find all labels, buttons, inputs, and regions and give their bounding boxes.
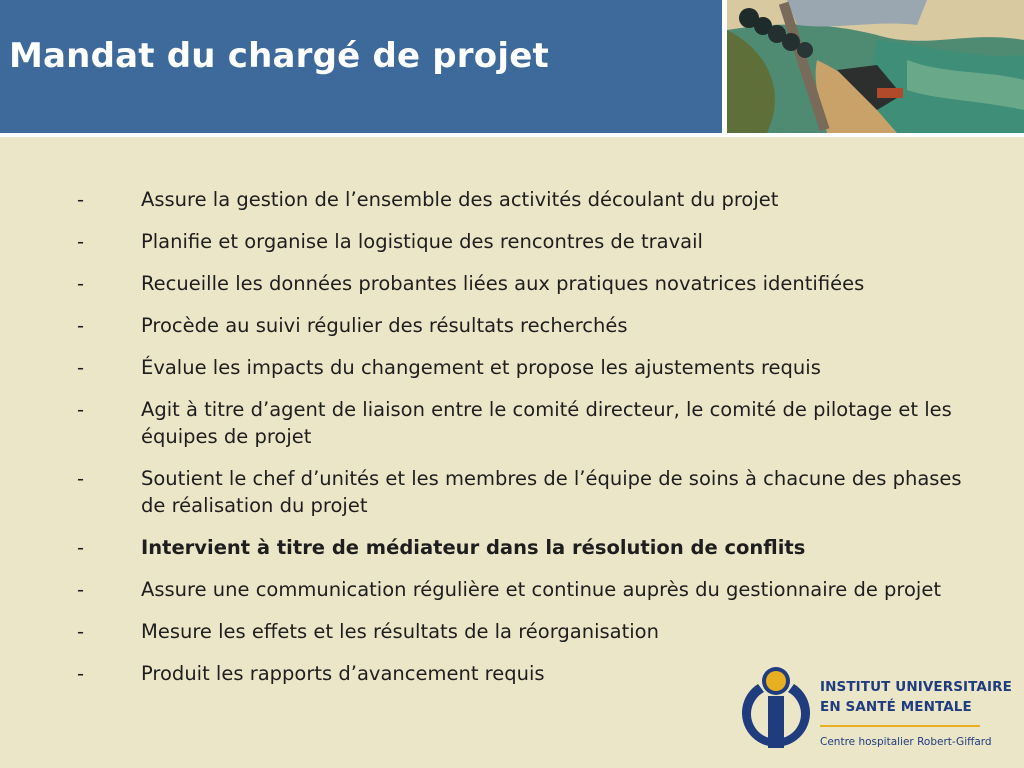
bullet-marker: - <box>77 272 85 295</box>
bullet-marker: - <box>77 188 85 211</box>
list-item: - Assure la gestion de l’ensemble des activités découlant du projet <box>77 188 779 211</box>
bullet-list <box>0 186 1024 702</box>
header-rule <box>0 133 1024 137</box>
list-item: - Assure une communication régulière et continue auprès du gestionnaire de projet <box>77 578 941 601</box>
list-item: - Évalue les impacts du changement et propose les ajustements requis <box>77 356 821 379</box>
institute-logo-icon <box>736 664 816 754</box>
logo-line-1: INSTITUT UNIVERSITAIRE <box>820 679 1012 695</box>
institution-logo <box>736 664 1012 754</box>
bullet-marker: - <box>77 356 85 379</box>
page-title: Mandat du chargé de projet <box>9 36 549 76</box>
bullet-marker: - <box>77 230 85 253</box>
list-item-highlighted: - Intervient à titre de médiateur dans la résolution de conflits <box>77 536 806 559</box>
title-banner <box>0 0 722 133</box>
header-painting-image <box>727 0 1024 133</box>
list-item: - Agit à titre d’agent de liaison entre le comité directeur, le comité de pilotage et les équipes de projet <box>77 398 952 448</box>
bullet-marker: - <box>77 662 85 685</box>
bullet-marker: - <box>77 620 85 643</box>
list-item: - Procède au suivi régulier des résultats recherchés <box>77 314 628 337</box>
list-item: - Soutient le chef d’unités et les membres de l’équipe de soins à chacune des phases de réalisation du projet <box>77 467 962 517</box>
bullet-marker: - <box>77 536 85 559</box>
logo-divider <box>820 725 980 727</box>
list-item: - Produit les rapports d’avancement requis <box>77 662 545 685</box>
list-item: - Mesure les effets et les résultats de la réorganisation <box>77 620 659 643</box>
list-item: - Recueille les données probantes liées aux pratiques novatrices identifiées <box>77 272 865 295</box>
logo-line-3: Centre hospitalier Robert-Giffard <box>820 736 992 748</box>
list-item: - Planifie et organise la logistique des rencontres de travail <box>77 230 703 253</box>
bullet-marker: - <box>77 314 85 337</box>
bullet-marker: - <box>77 398 85 421</box>
bullet-marker: - <box>77 467 85 490</box>
bullet-marker: - <box>77 578 85 601</box>
logo-line-2: EN SANTÉ MENTALE <box>820 699 972 715</box>
